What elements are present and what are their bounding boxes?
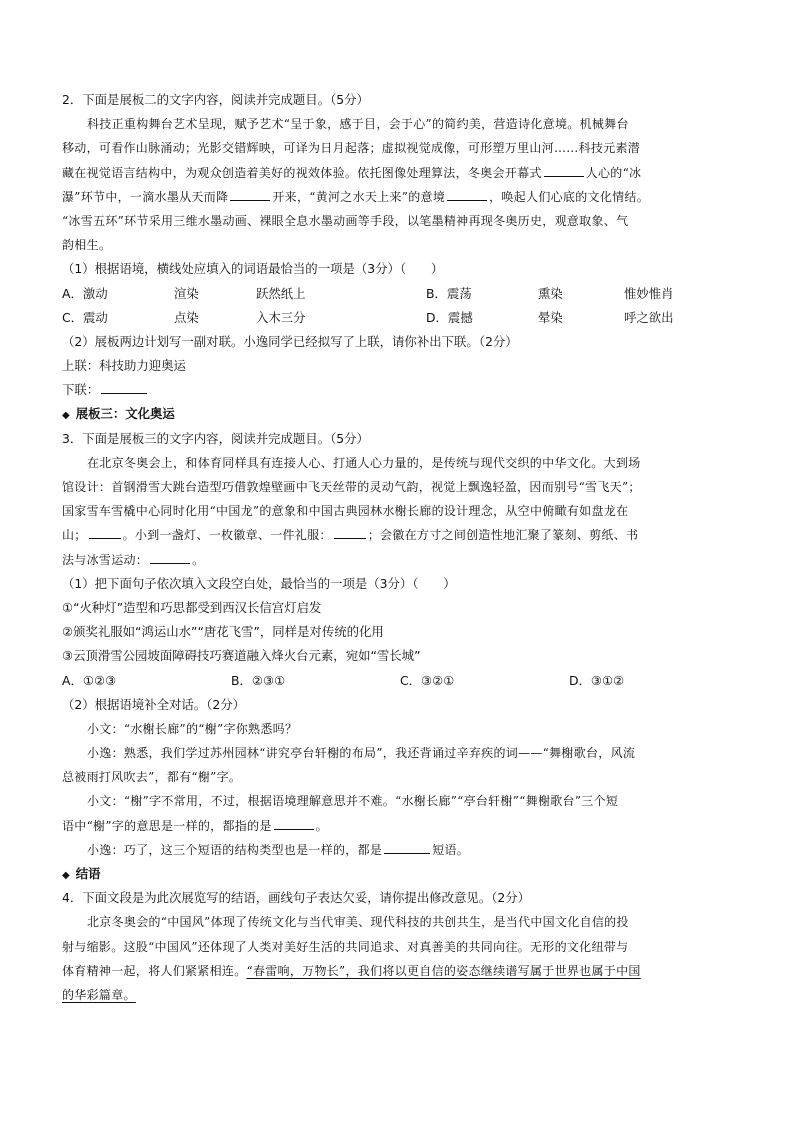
couplet-lower	[62, 378, 738, 402]
q3-title: 3．下面是展板三的文字内容，阅读并完成题目。（5分）	[62, 430, 369, 446]
q3-passage-segment: 山；	[62, 528, 87, 543]
option-item: 呼之欲出	[624, 309, 674, 325]
q2-option-row	[62, 306, 738, 330]
q4-passage-line: 射与缩影。这股“中国风”还体现了人类对美好生活的共同追求、对真善美的共同向往。无形的文化纽带与	[62, 939, 629, 954]
q4-passage-segment: 体育精神一起，将人们紧紧相连。	[62, 963, 247, 978]
section-heading-label: 展板三：文化奥运	[75, 406, 175, 422]
choice-option[interactable]: D．③①②	[569, 672, 625, 688]
dialogue-line: 小逸：熟悉，我们学过苏州园林“讲究亭台轩榭的布局”，我还背诵过辛弃疾的词——“舞榭歌台，风流	[87, 746, 636, 761]
q2-sub2: （2）展板两边计划写一副对联。小逸同学已经拟写了上联，请你补出下联。（2分）	[62, 333, 518, 349]
dialogue-segment: 小逸：巧了，这三个短语的结构类型也是一样的，都是	[87, 842, 383, 857]
choice-option[interactable]: B．②③①	[231, 672, 286, 688]
q2-passage-line: “冰雪五环”环节采用三维水墨动画、裸眼全息水墨动画等手段，以笔墨精神再现冬奥历史，观意取象、气	[62, 213, 629, 228]
q3-sub2: （2）根据语境补全对话。（2分）	[62, 696, 246, 712]
section-heading	[62, 862, 738, 886]
q4-passage-line: 北京冬奥会的“中国风”体现了传统文化与当代审美、现代科技的共创共生，是当代中国文化自信的投	[87, 915, 629, 930]
answer-blank[interactable]	[544, 162, 584, 177]
option-item[interactable]: B．震荡	[426, 285, 472, 301]
dialogue-segment: 短语。	[432, 842, 470, 857]
underlined-sentence: 的华彩篇章。	[62, 987, 136, 1002]
q3-passage-segment: 。小到一盏灯、一枚徽章、一件礼服：	[122, 528, 332, 543]
q3-sentence: ②颁奖礼服如“鸿运山水”“唐花飞雪”，同样是对传统的化用	[62, 624, 384, 640]
q2-passage-segment: 开来，“黄河之水天上来”的意境	[272, 189, 446, 204]
option-item: 晕染	[538, 309, 563, 325]
dialogue-line: 小文：“榭”字不常用，不过，根据语境理解意思并不难。“水榭长廊”“亭台轩榭”“舞榭歌台”三个短	[87, 794, 619, 809]
q2-passage-line	[62, 161, 738, 185]
q3-sentence: ①“火种灯”造型和巧思都受到西汉长信宫灯启发	[62, 599, 322, 615]
answer-blank[interactable]	[334, 524, 366, 539]
section-heading	[62, 402, 738, 426]
answer-blank[interactable]	[89, 524, 121, 539]
option-item: 惟妙惟肖	[624, 285, 674, 301]
answer-blank[interactable]	[101, 379, 147, 394]
q2-sub1: （1）根据语境，横线处应填入的词语最恰当的一项是（3分）（ ）	[62, 261, 444, 277]
diamond-bullet-icon: ◆	[62, 410, 70, 422]
dialogue-segment: 语中“榭”字的意思是一样的，都指的是	[62, 818, 272, 833]
section-heading-label: 结语	[75, 866, 101, 881]
q3-passage-line: 在北京冬奥会上，和体育同样具有连接人心、打通人心力量的，是传统与现代交织的中华文化。大到场	[87, 455, 641, 470]
option-item: 熏染	[538, 285, 563, 301]
q3-passage-segment: 。	[192, 552, 205, 567]
option-item: 入木三分	[256, 309, 306, 325]
q2-passage-line: 科技正重构舞台艺术呈现，赋予艺术“呈于象，感于目，会于心”的简约美，营造诗化意境。机械舞台	[87, 117, 629, 132]
q3-passage-line	[62, 523, 738, 547]
option-item[interactable]: C．震动	[62, 309, 108, 325]
dialogue-segment: 。	[315, 818, 328, 833]
dialogue-line: 小文：“水榭长廊”的“榭”字你熟悉吗？	[87, 721, 298, 736]
q2-passage-segment: 瀑”环节中，一滴水墨从天而降	[62, 189, 229, 204]
q2-passage-segment: ，唤起人们心底的文化情结。	[489, 189, 650, 204]
q2-passage-line	[62, 185, 738, 209]
option-item: 跃然纸上	[256, 285, 306, 301]
q4-passage-line	[62, 959, 738, 983]
option-item: 渲染	[174, 285, 199, 301]
q2-passage-segment: 藏在视觉语言结构中，为观众创造着美好的视效体验。依托图像处理算法，冬奥会开幕式	[62, 165, 542, 180]
content-column	[62, 88, 738, 1007]
option-item[interactable]: D．震撼	[426, 309, 473, 325]
q2-passage-segment: 人心的“冰	[585, 165, 642, 180]
q4-passage-line	[62, 983, 738, 1007]
diamond-bullet-icon: ◆	[62, 870, 70, 881]
answer-blank[interactable]	[150, 549, 190, 564]
couplet-lower-label: 下联：	[62, 382, 100, 398]
dialogue-line: 总被雨打风吹去”，都有“榭”字。	[62, 770, 242, 785]
q3-passage-segment: ；会徽在方寸之间创造性地汇聚了篆刻、剪纸、书	[367, 528, 639, 543]
q4-title: 4．下面文段是为此次展览写的结语，画线句子表达欠妥，请你提出修改意见。（2分）	[62, 890, 531, 906]
option-item[interactable]: A．激动	[62, 285, 108, 301]
q2-option-row	[62, 282, 738, 306]
choice-option[interactable]: A．①②③	[62, 672, 117, 688]
answer-blank[interactable]	[447, 186, 487, 201]
q2-title: 2．下面是展板二的文字内容，阅读并完成题目。（5分）	[62, 92, 369, 107]
dialogue-line	[62, 838, 738, 862]
answer-blank[interactable]	[274, 815, 314, 830]
q3-sentence: ③云顶滑雪公园坡面障碍技巧赛道融入烽火台元素，宛如“雪长城”	[62, 648, 421, 664]
q3-passage-line: 国家雪车雪橇中心同时化用“中国龙”的意象和中国古典园林水榭长廊的设计理念，从空中俯瞰有如盘龙在	[62, 504, 629, 519]
q3-choice-row	[62, 669, 738, 693]
q3-passage-line	[62, 548, 738, 572]
answer-blank[interactable]	[384, 839, 430, 854]
choice-option[interactable]: C．③②①	[400, 672, 455, 688]
q3-passage-line: 馆设计：首钢滑雪大跳台造型巧借敦煌壁画中飞天丝带的灵动气韵，视觉上飘逸轻盈，因而别号“雪飞天”；	[62, 480, 641, 494]
q2-passage-line: 韵相生。	[62, 238, 112, 253]
underlined-sentence: “春雷响，万物长”，我们将以更自信的姿态继续谱写属于世界也属于中国	[246, 963, 641, 978]
q3-sub1: （1）把下面句子依次填入文段空白处，最恰当的一项是（3分）（ ）	[62, 575, 456, 591]
dialogue-line	[62, 814, 738, 838]
q2-passage-line: 移动，可看作山脉涌动；光影交错辉映，可译为日月起落；虚拟视觉成像，可形塑万里山河……科技元素潜	[62, 141, 641, 156]
q3-passage-segment: 法与冰雪运动：	[62, 552, 149, 567]
couplet-upper: 上联：科技助力迎奥运	[62, 358, 186, 374]
answer-blank[interactable]	[230, 186, 270, 201]
option-item: 点染	[174, 309, 199, 325]
